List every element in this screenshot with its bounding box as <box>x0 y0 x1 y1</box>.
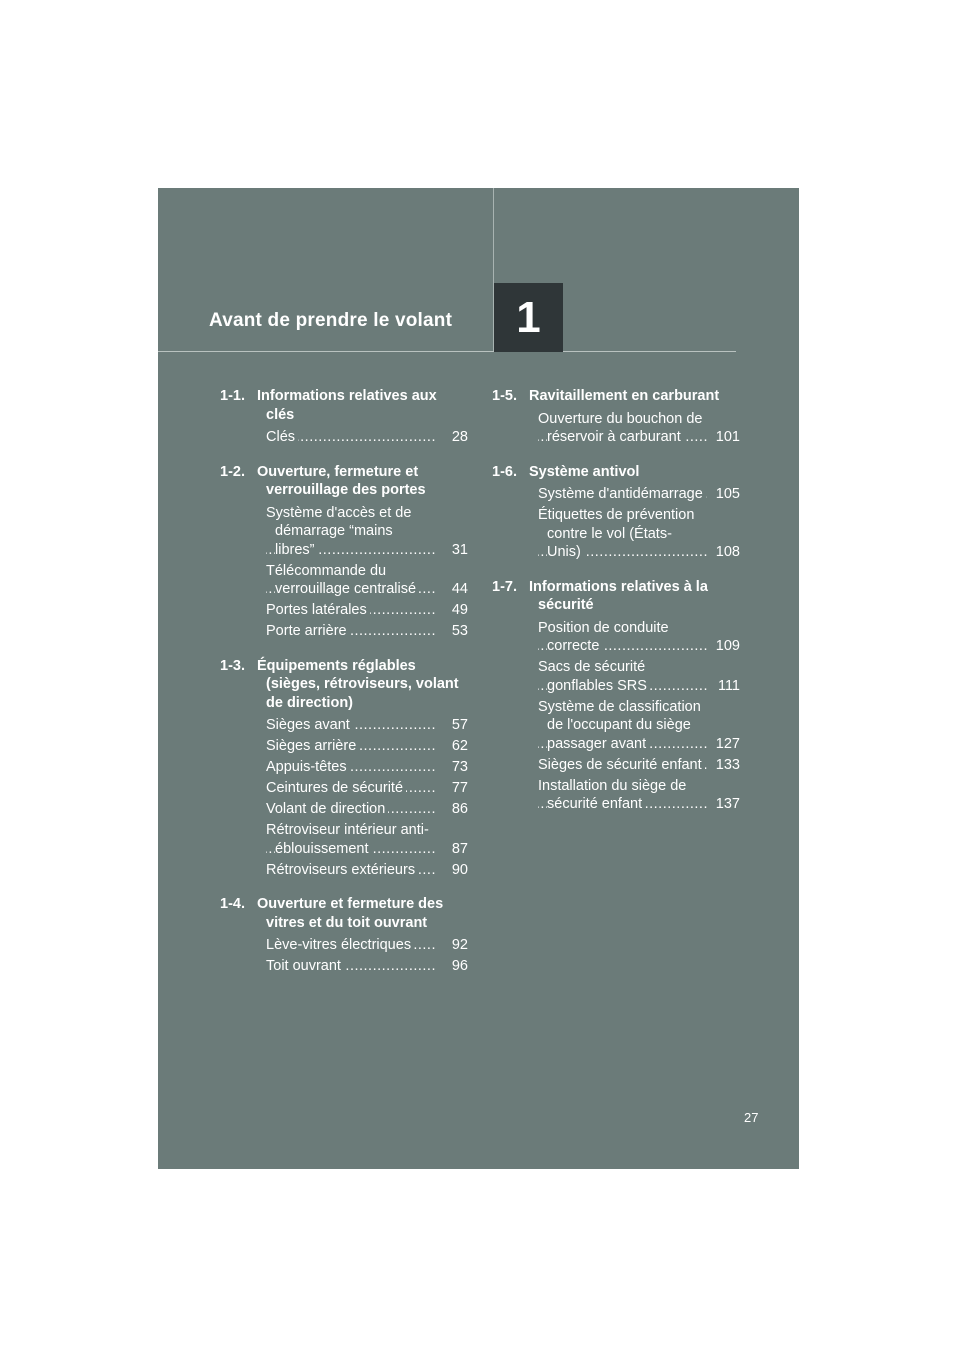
entry-title-text: Clés <box>266 429 298 445</box>
entry-title-text: Ceintures de sécurité <box>266 780 406 796</box>
entry-title-text: Sacs de sécurité gonflables SRS <box>538 659 650 694</box>
chapter-title: Avant de prendre le volant <box>209 310 453 331</box>
section-number: 1-5. <box>492 388 517 404</box>
toc-entry[interactable] <box>220 936 468 955</box>
entry-title <box>538 410 708 447</box>
section-title: Ravitaillement en carburant <box>529 388 720 404</box>
entry-title <box>266 936 436 955</box>
entry-page-number: 77 <box>451 780 468 796</box>
entry-title-text: Sièges de sécurité enfant <box>538 757 705 773</box>
toc-section <box>220 895 468 976</box>
entry-page-number: 109 <box>715 638 740 654</box>
entry-title <box>538 698 708 754</box>
entry-title <box>266 622 436 641</box>
entry-page-number: 31 <box>451 541 468 558</box>
chapter-panel <box>158 188 799 1169</box>
entry-title-text: Portes latérales <box>266 602 370 618</box>
section-heading[interactable] <box>220 387 468 424</box>
entry-title-text: Système d'antidémarrage <box>538 486 706 502</box>
entry-title-text: Système d'accès et de démarrage “mains libres” <box>266 504 412 558</box>
entry-title <box>266 957 436 976</box>
entry-title-text: Système de classification de l'occupant du siège passager avant <box>538 698 701 752</box>
entry-title <box>266 716 436 735</box>
toc-entry[interactable] <box>220 957 468 976</box>
entry-title <box>266 504 436 560</box>
toc-section <box>492 463 740 562</box>
entry-page-number: 127 <box>715 735 740 752</box>
entry-title <box>266 601 436 620</box>
section-number: 1-1. <box>220 388 245 404</box>
toc-section <box>492 578 740 814</box>
toc-entry[interactable] <box>220 737 468 756</box>
section-number: 1-6. <box>492 463 517 480</box>
entry-page-number: 57 <box>451 717 468 733</box>
entry-title <box>266 428 436 447</box>
entry-title-text: Installation du siège de sécurité enfant <box>538 777 687 812</box>
entry-title-text: Étiquettes de prévention contre le vol (États-Unis) <box>538 507 695 560</box>
section-title: Informations relatives aux clés <box>257 388 437 423</box>
toc-entry[interactable] <box>220 758 468 777</box>
toc-entry[interactable] <box>220 821 468 858</box>
toc-section <box>220 463 468 641</box>
section-heading[interactable] <box>492 387 740 406</box>
toc-entry[interactable] <box>220 562 468 599</box>
toc-entry[interactable] <box>492 506 740 562</box>
toc-entry[interactable] <box>220 428 468 447</box>
entry-title-text: Toit ouvrant <box>266 958 344 974</box>
entry-title-text: Rétroviseurs extérieurs <box>266 862 418 878</box>
entry-title-text: Position de conduite correcte <box>538 619 669 654</box>
entry-title-text: Porte arrière <box>266 623 350 639</box>
entry-title-text: Sièges arrière <box>266 738 359 754</box>
section-heading[interactable] <box>492 463 740 482</box>
section-number: 1-4. <box>220 896 245 912</box>
entry-title <box>266 861 436 880</box>
toc-entry[interactable] <box>492 619 740 656</box>
entry-title-text: Lève-vitres électriques <box>266 937 414 953</box>
entry-title-text: Sièges avant <box>266 717 353 733</box>
toc-entry[interactable] <box>492 777 740 814</box>
entry-title <box>266 562 436 599</box>
section-number: 1-7. <box>492 578 517 595</box>
toc-entry[interactable] <box>220 622 468 641</box>
entry-page-number: 105 <box>715 486 740 502</box>
entry-page-number: 137 <box>715 796 740 812</box>
chapter-number-box: 1 <box>494 283 563 352</box>
entry-title <box>538 506 708 562</box>
section-title: Ouverture et fermeture des vitres et du toit ouvrant <box>257 896 444 931</box>
entry-page-number: 111 <box>717 677 740 694</box>
toc-entry[interactable] <box>492 658 740 695</box>
entry-title <box>266 821 436 858</box>
entry-title-text: Rétroviseur intérieur anti-éblouissement <box>266 822 429 857</box>
section-title: Système antivol <box>529 463 640 480</box>
section-heading[interactable] <box>220 657 468 713</box>
entry-title <box>266 758 436 777</box>
toc-section <box>220 387 468 447</box>
entry-title <box>538 619 708 656</box>
toc-entry[interactable] <box>220 779 468 798</box>
toc-entry[interactable] <box>492 698 740 754</box>
entry-page-number: 108 <box>715 544 740 560</box>
toc-section <box>220 657 468 880</box>
toc-section <box>492 387 740 447</box>
entry-page-number: 53 <box>451 623 468 639</box>
entry-page-number: 96 <box>451 958 468 974</box>
entry-title <box>266 779 436 798</box>
section-number: 1-2. <box>220 463 245 480</box>
entry-title <box>538 777 708 814</box>
entry-page-number: 101 <box>715 429 740 445</box>
toc-entry[interactable] <box>492 410 740 447</box>
toc-entry[interactable] <box>220 861 468 880</box>
toc-column-left <box>220 387 468 992</box>
section-title: Équipements réglables (sièges, rétroviseurs, volant de direction) <box>257 657 459 711</box>
entry-title-text: Appuis-têtes <box>266 759 350 775</box>
entry-page-number: 28 <box>451 429 468 445</box>
section-title: Informations relatives à la sécurité <box>529 578 708 613</box>
entry-page-number: 92 <box>451 937 468 953</box>
toc-entry[interactable] <box>220 716 468 735</box>
entry-page-number: 62 <box>451 738 468 754</box>
entry-title-text: Volant de direction <box>266 801 388 817</box>
entry-title <box>266 737 436 756</box>
entry-title <box>538 658 708 695</box>
entry-title <box>266 800 436 819</box>
entry-title-text: Télécommande du verrouillage centralisé <box>266 563 419 598</box>
entry-page-number: 44 <box>451 581 468 597</box>
entry-title-text: Ouverture du bouchon de réservoir à carburant <box>538 410 703 445</box>
page-number: 27 <box>744 1110 759 1125</box>
entry-page-number: 133 <box>715 756 740 773</box>
section-heading[interactable] <box>492 578 740 615</box>
horizontal-divider <box>158 351 736 352</box>
toc-entry[interactable] <box>220 601 468 620</box>
entry-page-number: 86 <box>451 801 468 817</box>
section-title: Ouverture, fermeture et verrouillage des portes <box>257 463 426 498</box>
section-heading[interactable] <box>220 463 468 500</box>
entry-title <box>538 485 708 504</box>
entry-page-number: 87 <box>451 840 468 857</box>
entry-title <box>538 756 708 775</box>
toc-entry[interactable] <box>492 756 740 775</box>
section-heading[interactable] <box>220 895 468 932</box>
toc-entry[interactable] <box>492 485 740 504</box>
entry-page-number: 90 <box>451 861 468 878</box>
toc-column-right <box>492 387 740 830</box>
entry-page-number: 73 <box>451 759 468 775</box>
toc-entry[interactable] <box>220 504 468 560</box>
toc-entry[interactable] <box>220 800 468 819</box>
entry-page-number: 49 <box>451 602 468 618</box>
section-number: 1-3. <box>220 657 245 674</box>
